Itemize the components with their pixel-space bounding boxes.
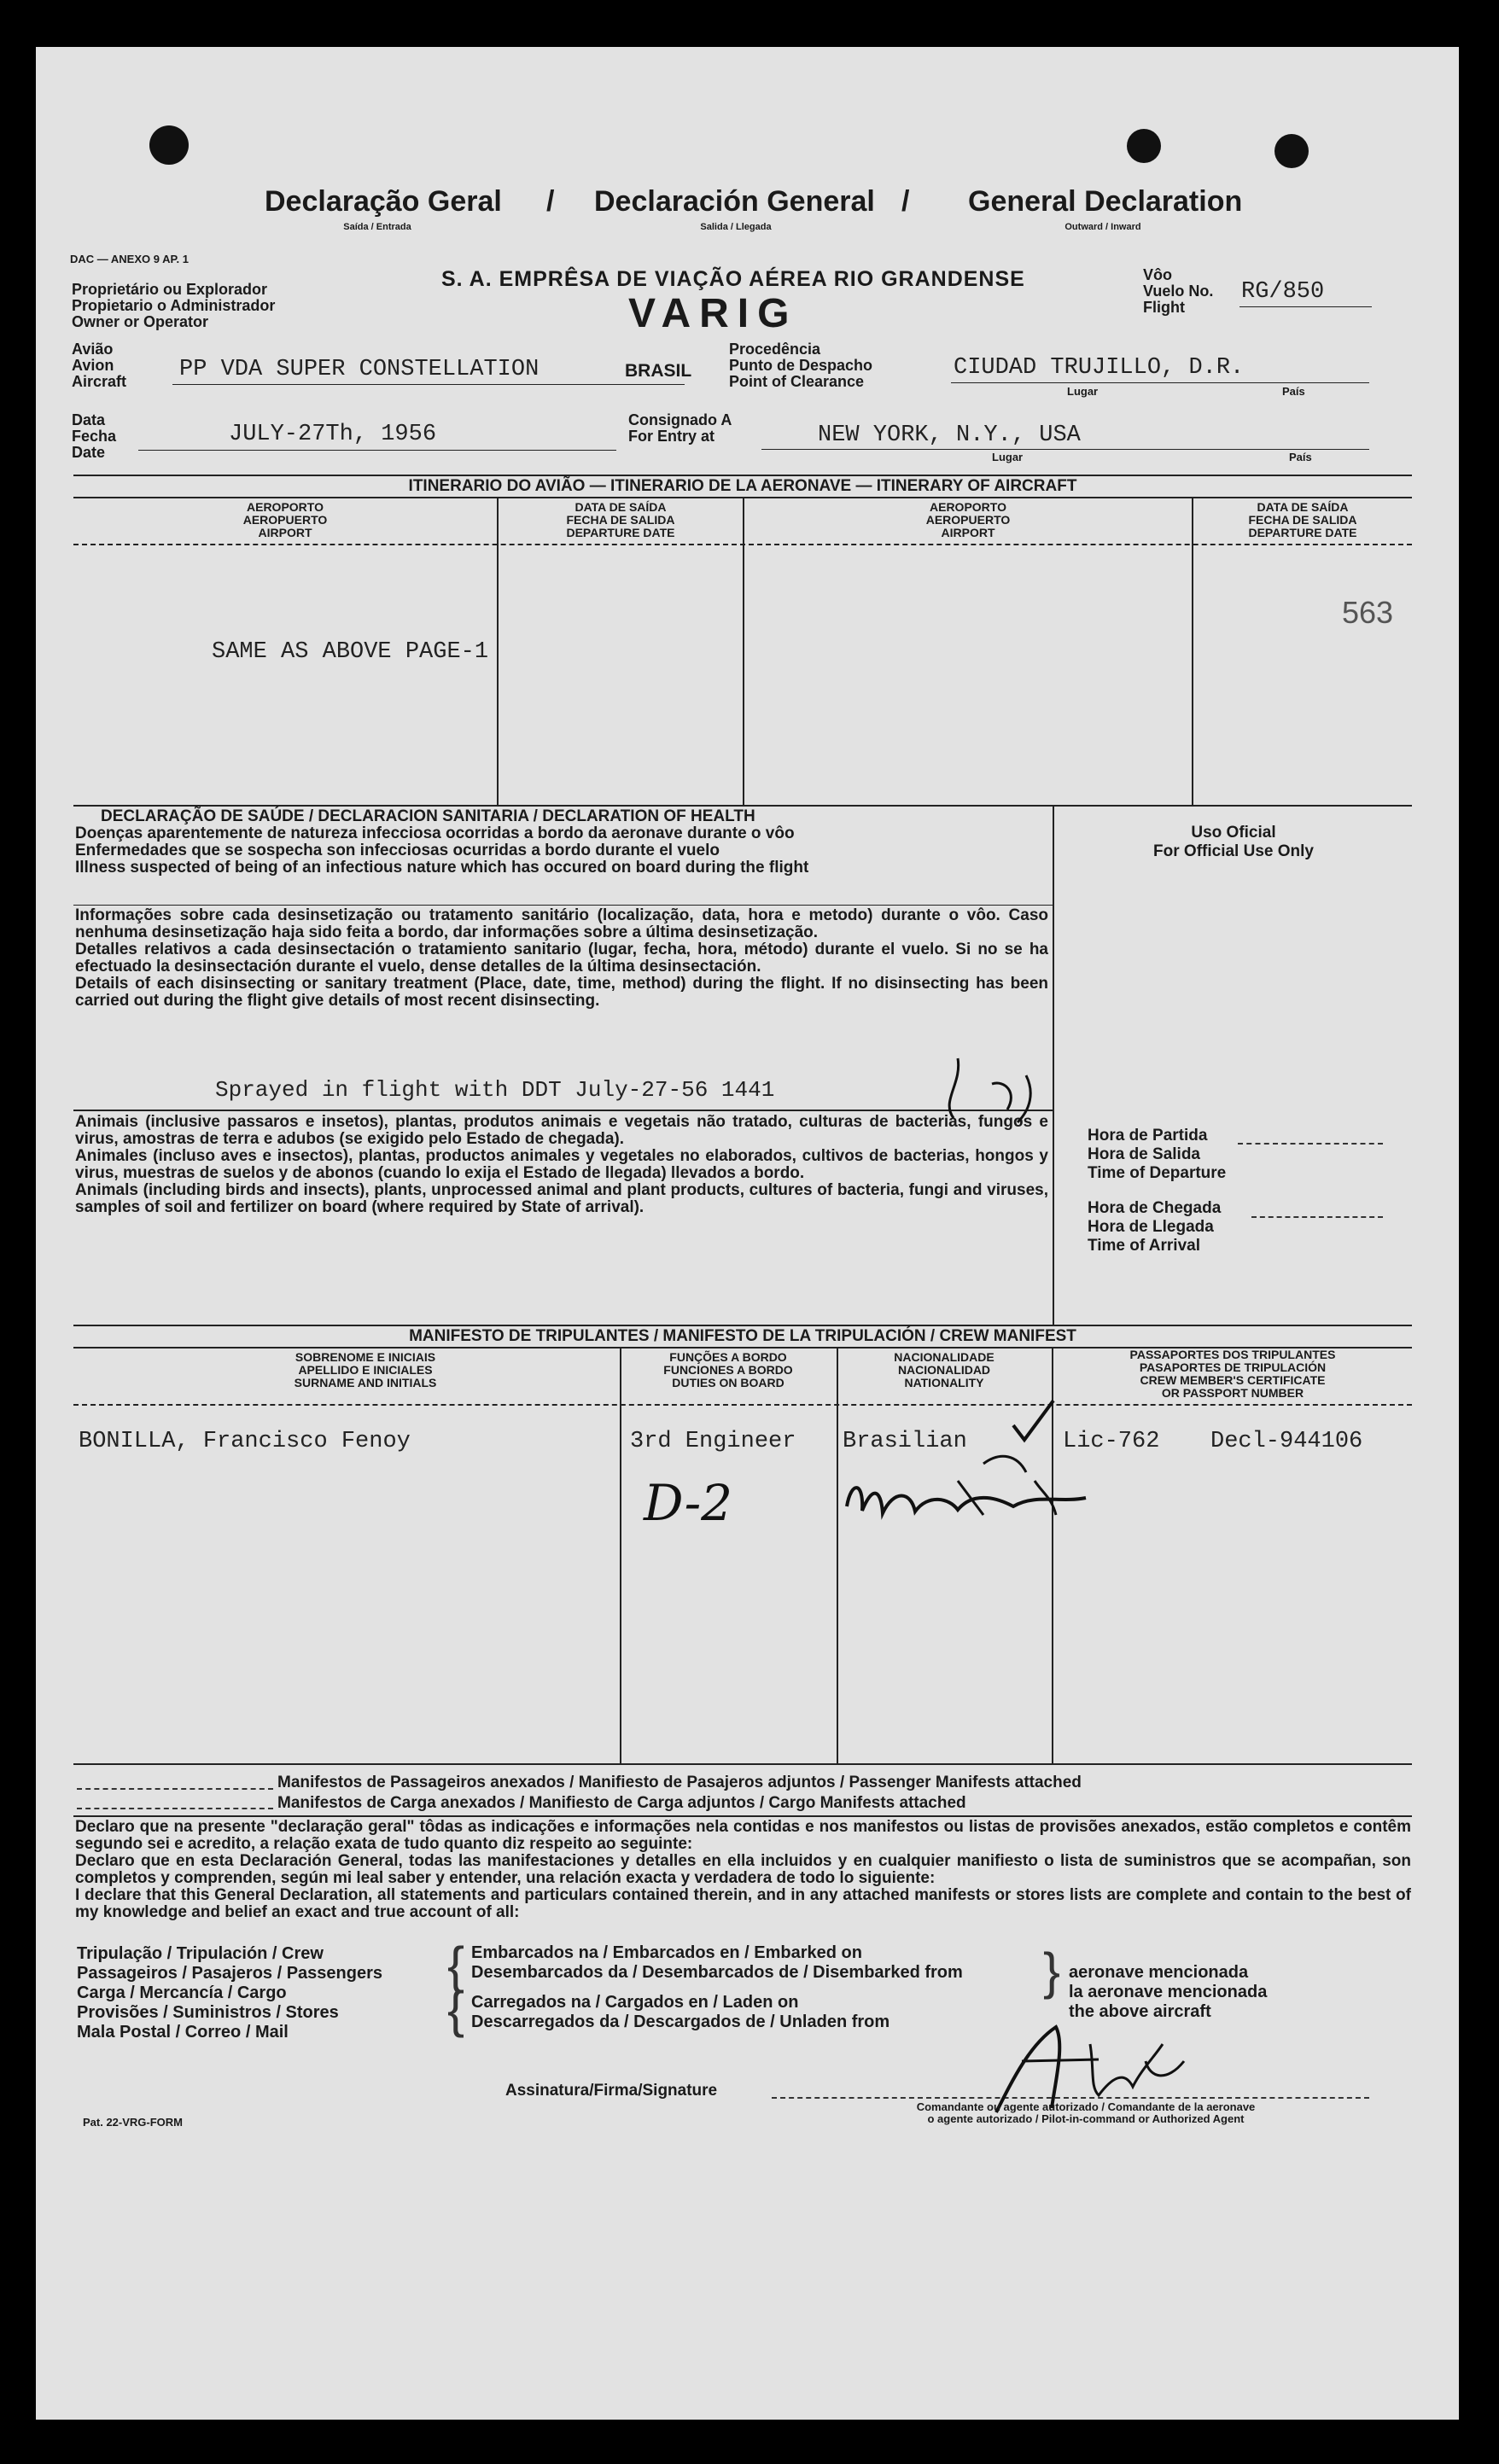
entry-label: Consignado A For Entry at xyxy=(628,411,732,445)
title-separator: / xyxy=(546,185,555,218)
crew-passport: Decl-944106 xyxy=(1210,1429,1363,1454)
document-page xyxy=(36,47,1459,2420)
entry-country-label: País xyxy=(1289,451,1312,463)
crew-title: MANIFESTO DE TRIPULANTES / MANIFESTO DE LA TRIPULACIÓN / CREW MANIFEST xyxy=(409,1327,1076,1345)
itinerary-entry: SAME AS ABOVE PAGE-1 xyxy=(212,639,489,665)
brace-glyph: } xyxy=(1043,1943,1061,2000)
crew-license: Lic-762 xyxy=(1063,1429,1160,1454)
brace-glyph: { xyxy=(447,1937,465,1994)
clearance-underline xyxy=(951,382,1369,383)
aircraft-label: Avião Avion Aircraft xyxy=(72,341,127,390)
cargo-manifest-label: Manifestos de Carga anexados / Manifiesto de Carga adjuntos / Cargo Manifests attached xyxy=(277,1794,966,1812)
crew-nationality: Brasilian xyxy=(843,1429,967,1454)
company-name: S. A. EMPRÊSA DE VIAÇÃO AÉREA RIO GRANDENSE xyxy=(441,267,1025,291)
column-divider xyxy=(1192,498,1193,806)
column-divider xyxy=(837,1349,838,1765)
aircraft-country: BRASIL xyxy=(625,361,692,381)
punch-hole xyxy=(1127,129,1161,163)
crew-col-surname: SOBRENOME E INICIAIS APELLIDO E INICIALES SURNAME AND INITIALS xyxy=(294,1350,437,1389)
clearance-value: CIUDAD TRUJILLO, D.R. xyxy=(954,355,1245,381)
check-mark-icon xyxy=(1009,1395,1060,1447)
embarked-options: Embarcados na / Embarcados en / Embarked on Desembarcados da / Desembarcados de / Disembarked from xyxy=(471,1943,963,1982)
clearance-country-label: País xyxy=(1282,385,1305,398)
crew-duty: 3rd Engineer xyxy=(630,1429,796,1454)
column-divider xyxy=(497,498,499,806)
health-illness-text: Doenças aparentemente de natureza infecciosa ocorridas a bordo da aeronave durante o vôo Enfermedades que se sospecha son infecciosas ocurridas a bordo durante el vuelo Illness suspected of being of an infectious nature which has occured on board during the flight xyxy=(75,824,809,877)
initials-mark-icon xyxy=(924,1050,1052,1127)
entry-value: NEW YORK, N.Y., USA xyxy=(818,422,1081,448)
itinerary-col-airport-2: AEROPORTO AEROPUERTO AIRPORT xyxy=(925,500,1011,539)
brace-glyph: { xyxy=(447,1981,465,2038)
health-animals-text: Animais (inclusive passaros e insetos), plantas, produtos animais e vegetais não tratado, culturas de bacterias, fungos e virus, amostras de terra e adubos (se exigido pelo Estado de chegada). Animales (incluso aves e insectos), plantas, productos animales y vegetales no elaborados, cultivos de bacterias, hongos y virus, muestras de suelos y de abonos (cuando lo exija el Estado de llegada) llevados a bordo. Animals (including birds and insects), plants, unprocessed animal and plant products, cultures of bacteria, fungi and viruses, samples of soil and fertilizer on board (where required by State of arrival). xyxy=(75,1113,1048,1216)
arrival-time-line xyxy=(1251,1216,1383,1218)
punch-hole xyxy=(1274,134,1309,168)
page-stamp: 563 xyxy=(1342,595,1394,630)
date-label: Data Fecha Date xyxy=(72,411,117,461)
title-pt: Declaração Geral xyxy=(265,185,502,218)
itinerary-title: ITINERARIO DO AVIÃO — ITINERARIO DE LA AERONAVE — ITINERARY OF AIRCRAFT xyxy=(408,477,1077,495)
rule xyxy=(73,1404,1412,1406)
rule xyxy=(73,1110,1053,1111)
laden-options: Carregados na / Cargados en / Laden on Descarregados da / Descargados de / Unladen from xyxy=(471,1993,890,2031)
clearance-place-label: Lugar xyxy=(1067,385,1099,398)
official-use-label: Uso Oficial For Official Use Only xyxy=(1153,824,1314,860)
title-separator: / xyxy=(901,185,910,218)
title-es: Declaración General xyxy=(594,185,875,218)
date-value: JULY-27Th, 1956 xyxy=(229,422,437,447)
rule xyxy=(73,475,1412,476)
clearance-label: Procedência Punto de Despacho Point of Clearance xyxy=(729,341,873,390)
entry-underline xyxy=(761,449,1369,450)
crew-col-nationality: NACIONALIDADE NACIONALIDAD NATIONALITY xyxy=(894,1350,994,1389)
column-divider xyxy=(743,498,744,806)
crew-signature xyxy=(830,1447,1154,1541)
passenger-manifest-line xyxy=(77,1788,273,1790)
column-divider xyxy=(1053,805,1054,1325)
crew-col-passport: PASSAPORTES DOS TRIPULANTES PASAPORTES DE TRIPULACIÓN CREW MEMBER'S CERTIFICATE OR PASSPORT NUMBER xyxy=(1129,1348,1336,1400)
declaration-text: Declaro que na presente "declaração geral" tôdas as indicações e informações nela contidas e nos manifestos ou listas de provisões anexados, estão completos e contêm segundo sei e acredito, a relação exata de tudo quanto diz respeito ao seguinte: Declaro que en esta Declaración General, todas las manifestaciones y detalles en ella incluidos y en cualquier manifiesto o lista de suministros que se acompañan, son completos y comprenden, según mi leal saber y entender, una relación exacta y verdadera de todo lo siguiente: I declare that this General Declaration, all statements and particulars contained therein, and in any attached manifests or stores lists are complete and contain to the best of my knowledge and belief an exact and true account of all: xyxy=(75,1818,1411,1921)
rule xyxy=(73,905,1053,906)
aircraft-reference: aeronave mencionada la aeronave mencionada the above aircraft xyxy=(1069,1963,1268,2021)
form-code: Pat. 22-VRG-FORM xyxy=(83,2116,184,2129)
flight-underline xyxy=(1239,306,1372,307)
departure-time-line xyxy=(1238,1143,1383,1145)
passenger-manifest-label: Manifestos de Passageiros anexados / Manifiesto de Pasajeros adjuntos / Passenger Manifests attached xyxy=(277,1774,1082,1791)
date-underline xyxy=(138,450,616,451)
column-divider xyxy=(620,1349,621,1765)
flight-label: Vôo Vuelo No. Flight xyxy=(1143,266,1214,316)
health-title: DECLARAÇÃO DE SAÚDE / DECLARACION SANITARIA / DECLARATION OF HEALTH xyxy=(101,807,755,825)
departure-time-label: Hora de Partida Hora de Salida Time of Departure xyxy=(1088,1127,1227,1182)
declaration-items-list: Tripulação / Tripulación / Crew Passageiros / Pasajeros / Passengers Carga / Mercancía / Cargo Provisões / Suministros / Stores Mala Postal / Correo / Mail xyxy=(77,1944,382,2042)
crew-col-duties: FUNÇÕES A BORDO FUNCIONES A BORDO DUTIES ON BOARD xyxy=(663,1350,793,1389)
rule xyxy=(73,1325,1412,1326)
aircraft-underline xyxy=(172,384,685,385)
handwritten-annotation: D-2 xyxy=(644,1474,733,1532)
rule xyxy=(73,1815,1412,1817)
subtitle-pt: Saída / Entrada xyxy=(343,222,411,232)
crew-name: BONILLA, Francisco Fenoy xyxy=(79,1429,411,1454)
owner-label: Proprietário ou Explorador Propietario o Administrador Owner or Operator xyxy=(72,281,276,330)
flight-number: RG/850 xyxy=(1241,279,1325,305)
signature-label: Assinatura/Firma/Signature xyxy=(505,2082,718,2100)
cargo-manifest-line xyxy=(77,1808,273,1809)
form-reference: DAC — ANEXO 9 AP. 1 xyxy=(70,253,189,265)
disinsect-value: Sprayed in flight with DDT July-27-56 1441 xyxy=(215,1077,775,1103)
title-en: General Declaration xyxy=(968,185,1243,218)
subtitle-es: Salida / Llegada xyxy=(700,222,772,232)
signature-sublabel: Comandante ou agente autorizado / Comandante de la aeronave o agente autorizado / Pilot-in-command or Authorized Agent xyxy=(916,2100,1256,2125)
punch-hole xyxy=(149,125,189,165)
aircraft-value: PP VDA SUPER CONSTELLATION xyxy=(179,357,540,382)
itinerary-col-airport: AEROPORTO AEROPUERTO AIRPORT xyxy=(242,500,328,539)
subtitle-en: Outward / Inward xyxy=(1064,222,1141,232)
itinerary-col-departure-date-2: DATA DE SAÍDA FECHA DE SALIDA DEPARTURE DATE xyxy=(1248,500,1357,539)
entry-place-label: Lugar xyxy=(992,451,1024,463)
arrival-time-label: Hora de Chegada Hora de Llegada Time of Arrival xyxy=(1088,1199,1222,1255)
rule xyxy=(73,1763,1412,1765)
rule xyxy=(73,805,1412,807)
itinerary-col-departure-date: DATA DE SAÍDA FECHA DE SALIDA DEPARTURE DATE xyxy=(566,500,675,539)
company-logo: VARIG xyxy=(628,291,798,336)
health-disinsect-text: Informações sobre cada desinsetização ou tratamento sanitário (localização, data, hora e metodo) durante o vôo. Caso nenhuma desinsetização haja sido feita a bordo, dar informações sobre a última desinsetização. Detalles relativos a cada desinsectación o tratamiento sanitario (lugar, fecha, hora, método) durante el vuelo. Si no se ha efectuado la desinsectación durante el vuelo, dense detalles de la última desinsectación. Details of each disinsecting or sanitary treatment (Place, date, time, method) during the flight. If no disinsecting has been carried out during the flight give details of most recent disinsecting. xyxy=(75,906,1048,1010)
